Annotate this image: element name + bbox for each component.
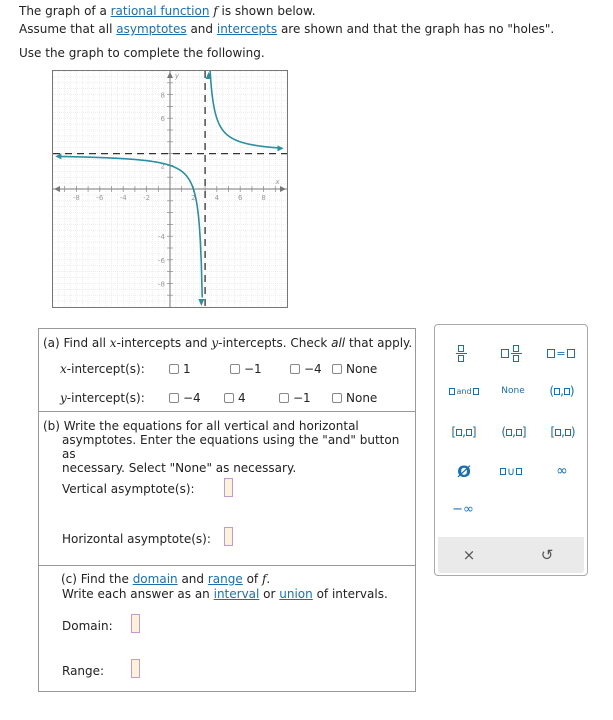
mixed-number-button[interactable] (493, 340, 529, 366)
checkbox[interactable] (279, 393, 289, 403)
left-branch-arrow-left (55, 153, 61, 159)
questions-panel (38, 328, 416, 692)
x-tick-label: -8 (72, 194, 80, 202)
infinity-button[interactable]: ∞ (556, 463, 568, 479)
x-tick-label: -2 (143, 194, 151, 202)
graph-canvas (53, 71, 287, 307)
y-intercept-option-4[interactable]: 4 (224, 391, 246, 405)
x-axis-label: x (275, 178, 280, 186)
y-intercept-option-neg4[interactable]: −4 (169, 391, 201, 405)
x-tick-label: 2 (191, 194, 196, 202)
horizontal-asymptote-label: Horizontal asymptote(s): (62, 532, 211, 546)
checkbox[interactable] (169, 393, 179, 403)
checkbox[interactable] (290, 364, 300, 374)
x-tick-label: -6 (96, 194, 104, 202)
y-tick-label: -4 (158, 233, 165, 242)
part-c-prompt: (c) Find the domain and range of f. (61, 572, 271, 586)
part-a-section (39, 329, 415, 412)
y-tick-label: 6 (160, 115, 165, 124)
x-intercept-label: x-intercept(s): (60, 362, 145, 376)
undo-button[interactable]: ↺ (540, 546, 554, 564)
empty-set-button[interactable]: Ø (457, 461, 471, 481)
y-tick-label: -6 (158, 256, 165, 265)
half-open-right-interval-button[interactable]: [ , ) (550, 425, 576, 439)
equation-button[interactable]: = (542, 340, 580, 366)
x-intercept-option-1[interactable]: 1 (169, 362, 191, 376)
clear-button[interactable]: × (462, 546, 476, 564)
fraction-button[interactable] (446, 340, 476, 366)
checkbox[interactable] (332, 393, 342, 403)
rational-function-link[interactable]: rational function (110, 4, 210, 18)
part-c-instruction: Write each answer as an interval or union of intervals. (62, 587, 388, 601)
y-intercept-option-none[interactable]: None (332, 391, 377, 405)
horizontal-asymptote-input[interactable] (224, 527, 233, 546)
x-axis-arrow-right (280, 186, 286, 192)
vertical-asymptote-label: Vertical asymptote(s): (62, 482, 195, 496)
x-tick-label: -4 (119, 194, 127, 202)
half-open-left-interval-button[interactable]: ( , ] (501, 425, 527, 439)
part-b-prompt: (b) Write the equations for all vertical and horizontal asymptotes. Enter the equations using the "and" button as necessary. Select "None" as necessary. (43, 419, 400, 475)
y-intercept-label: y-intercept(s): (60, 391, 145, 405)
y-tick-label: 8 (160, 91, 165, 100)
domain-input[interactable] (131, 614, 140, 633)
range-input[interactable] (131, 659, 140, 678)
checkbox[interactable] (230, 364, 240, 374)
palette-actions (438, 537, 584, 573)
rational-function-graph (52, 70, 288, 308)
y-tick-label: -8 (158, 280, 165, 289)
negative-infinity-button[interactable]: −∞ (452, 501, 474, 517)
part-c-section (39, 566, 415, 691)
range-label: Range: (62, 664, 105, 678)
and-button[interactable]: and (444, 380, 484, 402)
none-button[interactable]: None (501, 386, 525, 396)
y-tick-label: 2 (160, 162, 165, 171)
x-tick-label: 6 (237, 194, 243, 202)
x-intercept-option-neg4[interactable]: −4 (290, 362, 322, 376)
domain-link[interactable]: domain (132, 572, 178, 586)
checkbox[interactable] (224, 393, 234, 403)
x-axis-arrow-left (54, 186, 60, 192)
part-b-section (39, 412, 415, 566)
y-axis-arrow-up (167, 72, 173, 78)
domain-label: Domain: (62, 619, 113, 633)
interval-link[interactable]: interval (213, 587, 260, 601)
left-branch-curve (58, 156, 203, 297)
checkbox[interactable] (169, 364, 179, 374)
use-graph-instruction: Use the graph to complete the following. (19, 46, 265, 60)
ordered-pair-button[interactable]: ( , ) (549, 384, 575, 398)
left-branch-arrow-down (198, 299, 204, 306)
x-intercept-option-none[interactable]: None (332, 362, 377, 376)
vertical-asymptote-input[interactable] (224, 478, 233, 497)
union-button[interactable]: ∪ (493, 460, 529, 482)
y-axis-label: y (175, 72, 180, 81)
problem-intro: The graph of a rational function f is shown below. Assume that all asymptotes and intercepts are shown and that the graph has no "holes". (19, 4, 555, 36)
x-tick-label: 4 (214, 194, 220, 202)
x-intercept-option-neg1[interactable]: −1 (230, 362, 262, 376)
math-palette (434, 324, 588, 576)
intercepts-link[interactable]: intercepts (216, 22, 278, 36)
palette-body (438, 328, 584, 572)
right-branch-arrow-right (277, 145, 283, 151)
union-link[interactable]: union (279, 587, 313, 601)
checkbox[interactable] (332, 364, 342, 374)
range-link[interactable]: range (207, 572, 243, 586)
y-intercept-option-neg1[interactable]: −1 (279, 391, 311, 405)
x-tick-label: 8 (261, 194, 266, 202)
part-a-prompt: (a) Find all x-intercepts and y-intercepts. Check all that apply. (43, 336, 413, 350)
asymptotes-link[interactable]: asymptotes (116, 22, 187, 36)
closed-interval-button[interactable]: [ , ] (451, 425, 477, 439)
